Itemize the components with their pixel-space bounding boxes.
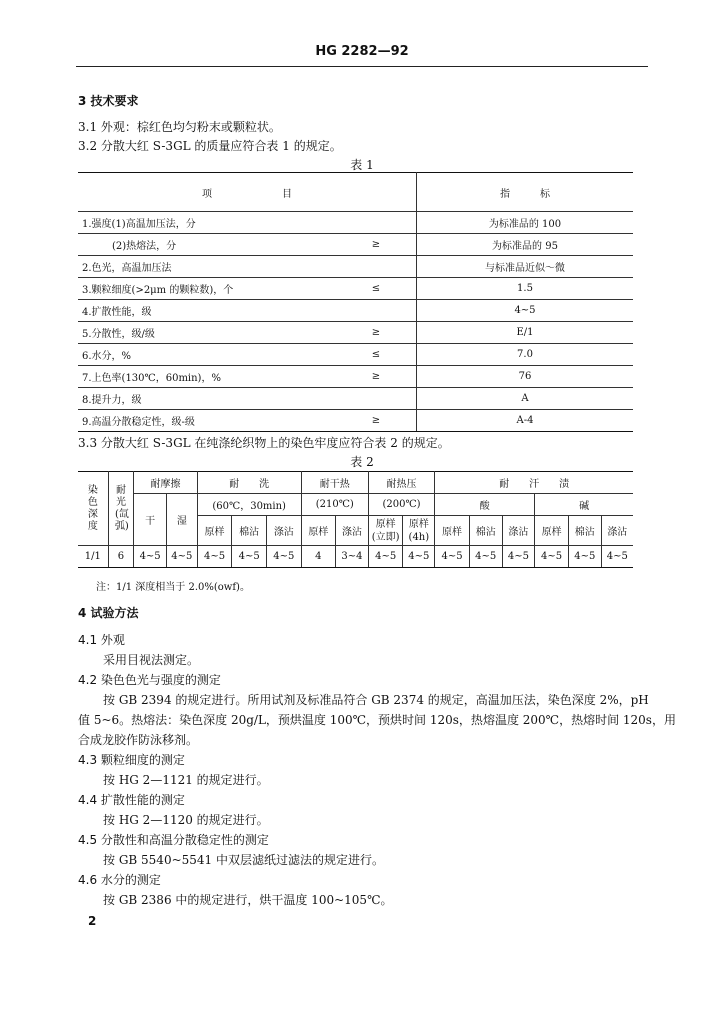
page-number: 2: [88, 914, 97, 928]
table-row: [78, 234, 633, 256]
clause-4-6: 4.6 水分的测定: [78, 873, 161, 887]
dryheat-poly-header: 涤沾: [336, 516, 369, 546]
table2-cell: 4~5: [502, 546, 535, 568]
heat-press-header: 耐热压: [368, 472, 434, 494]
table1-item: 8.提升力，级: [78, 388, 336, 410]
table1-op: [336, 256, 417, 278]
table1-op: [336, 300, 417, 322]
table1-op: ≥: [336, 322, 417, 344]
table1-op: ≤: [336, 278, 417, 300]
table1-value: E/1: [417, 322, 634, 344]
table1-item: 1.强度(1)高温加压法，分: [78, 212, 336, 234]
table2-cell: 1/1: [78, 546, 108, 568]
alkali-cotton-header: 棉沾: [568, 516, 601, 546]
table1-item: 2.色光，高温加压法: [78, 256, 336, 278]
table2-note: 注：1/1 深度相当于 2.0%(owf)。: [96, 582, 250, 593]
dry-heat-header: 耐干热: [301, 472, 368, 494]
wash-poly-header: 涤沾: [267, 516, 302, 546]
clause-3-2: 3.2 分散大红 S-3GL 的质量应符合表 1 的规定。: [78, 139, 342, 153]
dry-heat-condition: (210℃): [301, 494, 368, 516]
table-row: [78, 278, 633, 300]
table1-value: 与标准品近似～微: [417, 256, 634, 278]
quality-spec-table: [78, 172, 633, 432]
table2-cell: 4~5: [403, 546, 435, 568]
table1-item: (2)热熔法，分: [78, 234, 336, 256]
table2-cell: 4~5: [134, 546, 167, 568]
table1-op: ≥: [336, 234, 417, 256]
table1-value: 7.0: [417, 344, 634, 366]
table-row: [78, 344, 633, 366]
table-row: [78, 300, 633, 322]
table-row: [78, 322, 633, 344]
table1-value: 为标准品的 95: [417, 234, 634, 256]
table-row: [78, 410, 633, 432]
rubbing-header: 耐摩擦: [134, 472, 197, 494]
clause-4-1: 4.1 外观: [78, 633, 125, 647]
table2-cell: 4~5: [435, 546, 470, 568]
heat-press-condition: (200℃): [368, 494, 434, 516]
document-code-header: HG 2282—92: [315, 44, 409, 59]
perspiration-header: 耐 汗 渍: [435, 472, 633, 494]
section-4-title: 4 试验方法: [78, 606, 139, 620]
clause-4-1-text: 采用目视法测定。: [103, 653, 200, 667]
table2-cell: 6: [108, 546, 134, 568]
table2-cell: 4~5: [166, 546, 197, 568]
table1-value: 76: [417, 366, 634, 388]
alkali-header: 碱: [535, 494, 633, 516]
depth-header: 染色深度: [78, 472, 108, 546]
heatpress-4h-header: 原样 (4h): [403, 516, 435, 546]
clause-4-3: 4.3 颗粒细度的测定: [78, 753, 185, 767]
rub-wet-header: 湿: [166, 494, 197, 546]
washing-condition: (60℃，30min): [197, 494, 301, 516]
table1-value: 1.5: [417, 278, 634, 300]
table2-cell: 4~5: [568, 546, 601, 568]
table1-item: 7.上色率(130℃，60min)，%: [78, 366, 336, 388]
clause-4-3-text: 按 HG 2—1121 的规定进行。: [103, 773, 269, 787]
clause-4-2-line3: 合成龙胶作防泳移剂。: [78, 733, 199, 747]
table-row: [78, 256, 633, 278]
table2-cell: 4~5: [232, 546, 267, 568]
table1-item: 4.扩散性能，级: [78, 300, 336, 322]
clause-4-2: 4.2 染色色光与强度的测定: [78, 673, 221, 687]
table-row: [78, 212, 633, 234]
table1-item: 5.分散性，级/级: [78, 322, 336, 344]
lightfastness-header: 耐光(氙弧): [108, 472, 134, 546]
fastness-table: [78, 471, 633, 568]
table2-caption: 表 2: [350, 455, 374, 469]
acid-header: 酸: [435, 494, 535, 516]
table1-caption: 表 1: [350, 158, 374, 172]
table1-op: [336, 388, 417, 410]
table-row: [78, 366, 633, 388]
clause-3-1: 3.1 外观：棕红色均匀粉末或颗粒状。: [78, 120, 281, 134]
acid-cotton-header: 棉沾: [469, 516, 502, 546]
table1-item: 3.颗粒细度(>2μm 的颗粒数)，个: [78, 278, 336, 300]
dryheat-orig-header: 原样: [301, 516, 335, 546]
table2-header-row-1: [78, 472, 633, 494]
table2-cell: 4: [301, 546, 335, 568]
clause-4-5-text: 按 GB 5540~5541 中双层滤纸过滤法的规定进行。: [103, 853, 384, 867]
table2-cell: 4~5: [601, 546, 633, 568]
table1-header-item: 项 目: [78, 173, 417, 212]
table1-value: 4~5: [417, 300, 634, 322]
rub-dry-header: 干: [134, 494, 167, 546]
table2-cell: 4~5: [535, 546, 569, 568]
clause-3-3: 3.3 分散大红 S-3GL 在纯涤纶织物上的染色牢度应符合表 2 的规定。: [78, 436, 450, 450]
table1-op: ≥: [336, 410, 417, 432]
wash-cotton-header: 棉沾: [232, 516, 267, 546]
clause-4-4-text: 按 HG 2—1120 的规定进行。: [103, 813, 269, 827]
table1-header-row: [78, 173, 633, 212]
table2-cell: 4~5: [368, 546, 403, 568]
table1-op: ≥: [336, 366, 417, 388]
table-row: [78, 546, 633, 568]
table1-value: 为标准品的 100: [417, 212, 634, 234]
header-rule: [76, 66, 648, 67]
clause-4-2-line2: 值 5~6。热熔法：染色深度 20g/L，预烘温度 100℃，预烘时间 120s，热熔温度 200℃，热熔时间 120s，用: [78, 713, 676, 727]
table1-header-index: 指 标: [417, 173, 634, 212]
table2-header-row-2: [78, 494, 633, 516]
washing-header: 耐 洗: [197, 472, 301, 494]
table2-cell: 4~5: [197, 546, 232, 568]
acid-poly-header: 涤沾: [502, 516, 535, 546]
table2-cell: 3~4: [336, 546, 369, 568]
alkali-orig-header: 原样: [535, 516, 569, 546]
table1-value: A-4: [417, 410, 634, 432]
clause-4-2-line1: 按 GB 2394 的规定进行。所用试剂及标准品符合 GB 2374 的规定，高温加压法，染色深度 2%，pH: [103, 693, 649, 707]
alkali-poly-header: 涤沾: [601, 516, 633, 546]
section-3-title: 3 技术要求: [78, 94, 139, 108]
table1-value: A: [417, 388, 634, 410]
clause-4-5: 4.5 分散性和高温分散稳定性的测定: [78, 833, 269, 847]
table1-item: 9.高温分散稳定性，级-级: [78, 410, 336, 432]
table1-op: [336, 212, 417, 234]
table-row: [78, 388, 633, 410]
table2-cell: 4~5: [469, 546, 502, 568]
table2-cell: 4~5: [267, 546, 302, 568]
acid-orig-header: 原样: [435, 516, 470, 546]
clause-4-4: 4.4 扩散性能的测定: [78, 793, 185, 807]
table1-op: ≤: [336, 344, 417, 366]
heatpress-immediate-header: 原样 (立即): [368, 516, 403, 546]
wash-orig-header: 原样: [197, 516, 232, 546]
table1-item: 6.水分，%: [78, 344, 336, 366]
clause-4-6-text: 按 GB 2386 中的规定进行，烘干温度 100~105℃。: [103, 893, 393, 907]
